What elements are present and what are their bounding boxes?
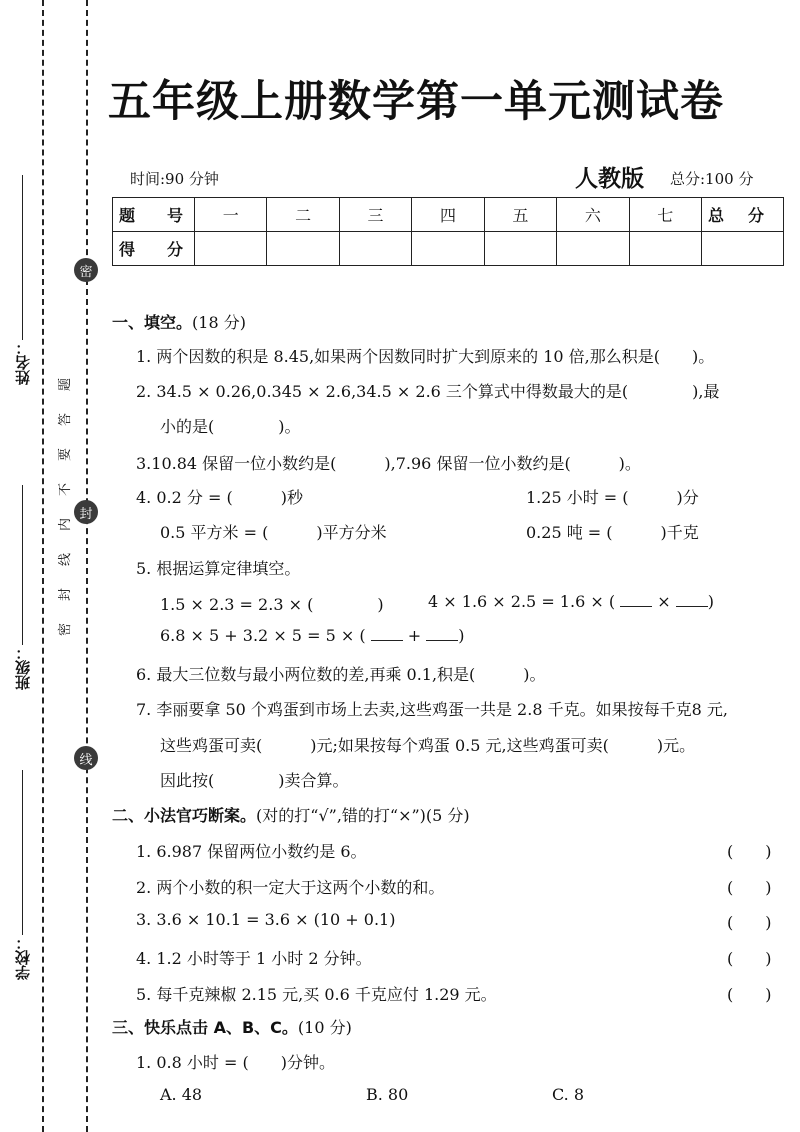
section-1-points: (18 分) (192, 313, 246, 332)
no-answer-notice (54, 375, 74, 639)
judge-answer-1[interactable]: ( ) (727, 842, 772, 861)
question-number-label: 题 号 (113, 198, 195, 232)
col-4: 四 (412, 198, 484, 232)
notice-char: 封 (58, 587, 74, 602)
notice-char: 内 (58, 517, 74, 532)
judge-item-4: 4. 1.2 小时等于 1 小时 2 分钟。 (136, 949, 372, 968)
school-label: 学校： (13, 935, 32, 980)
notice-char: 线 (58, 552, 74, 567)
answer-blank[interactable] (676, 592, 708, 607)
question-1-7-cont: 这些鸡蛋可卖( )元;如果按每个鸡蛋 0.5 元,这些鸡蛋可卖( )元。 (160, 736, 696, 755)
exam-time: 时间:90 分钟 (130, 170, 219, 188)
question-1-6: 6. 最大三位数与最小两位数的差,再乘 0.1,积是( )。 (136, 665, 546, 684)
question-1-2-cont: 小的是( )。 (160, 417, 301, 436)
section-3-title: 三、快乐点击 A、B、C。 (112, 1018, 298, 1037)
judge-answer-5[interactable]: ( ) (727, 985, 772, 1004)
answer-blank[interactable] (426, 626, 458, 641)
judge-answer-3[interactable]: ( ) (727, 913, 772, 932)
judge-answer-2[interactable]: ( ) (727, 878, 772, 897)
judge-answer-4[interactable]: ( ) (727, 949, 772, 968)
expr-part: 4 × 1.6 × 2.5 = 1.6 × ( (428, 592, 616, 611)
score-cell[interactable] (412, 232, 484, 266)
times-sign: × (657, 592, 671, 611)
question-1-4b-right: 0.25 吨 = ( )千克 (526, 523, 699, 542)
col-6: 六 (557, 198, 629, 232)
score-table (112, 197, 784, 266)
score-cell[interactable] (195, 232, 267, 266)
name-label: 姓名： (13, 340, 32, 385)
school-field[interactable] (8, 770, 36, 980)
class-field[interactable] (8, 485, 36, 690)
question-1-4b-left: 0.5 平方米 = ( )平方分米 (160, 523, 387, 542)
choice-option-b[interactable]: B. 80 (366, 1085, 409, 1104)
page-title: 五年级上册数学第一单元测试卷 (108, 77, 724, 127)
notice-char: 题 (58, 377, 74, 392)
answer-blank[interactable] (371, 626, 403, 641)
expr-part: 6.8 × 5 + 3.2 × 5 = 5 × ( (160, 626, 366, 645)
score-table-header-row (113, 198, 784, 232)
question-1-2: 2. 34.5 × 0.26,0.345 × 2.6,34.5 × 2.6 三个算式中得数最大的是( ),最 (136, 382, 720, 401)
judge-item-3: 3. 3.6 × 10.1 = 3.6 × (10 + 0.1) (136, 910, 396, 929)
choice-question-1: 1. 0.8 小时 = ( )分钟。 (136, 1053, 335, 1072)
total-score: 总分:100 分 (670, 170, 754, 188)
col-5: 五 (484, 198, 556, 232)
question-1-7-cont2: 因此按( )卖合算。 (160, 771, 349, 790)
score-table-score-row (113, 232, 784, 266)
judge-item-5: 5. 每千克辣椒 2.15 元,买 0.6 千克应付 1.29 元。 (136, 985, 497, 1004)
question-1-5a-left: 1.5 × 2.3 = 2.3 × ( ) (160, 595, 384, 614)
section-2-title: 二、小法官巧断案。 (112, 806, 257, 825)
question-1-5b (160, 626, 465, 645)
seal-mark-mi: 密 (74, 258, 98, 282)
judge-item-2: 2. 两个小数的积一定大于这两个小数的和。 (136, 878, 445, 897)
section-2-heading (112, 803, 470, 826)
section-1-heading (112, 310, 246, 333)
col-1: 一 (195, 198, 267, 232)
answer-blank[interactable] (620, 592, 652, 607)
col-3: 三 (339, 198, 411, 232)
score-cell[interactable] (557, 232, 629, 266)
section-3-points: (10 分) (297, 1018, 352, 1037)
section-3-heading (112, 1015, 352, 1038)
question-1-5a-right (428, 592, 714, 611)
col-2: 二 (267, 198, 339, 232)
close-paren: ) (707, 592, 715, 611)
judge-item-1: 1. 6.987 保留两位小数约是 6。 (136, 842, 367, 861)
score-cell[interactable] (339, 232, 411, 266)
notice-char: 答 (58, 412, 74, 427)
notice-char: 要 (58, 447, 74, 462)
dashed-cut-line-right (86, 0, 88, 1132)
question-1-4a-right: 1.25 小时 = ( )分 (526, 488, 699, 507)
choice-option-c[interactable]: C. 8 (552, 1085, 585, 1104)
question-1-4a-left: 4. 0.2 分 = ( )秒 (136, 488, 303, 507)
notice-char: 不 (58, 482, 74, 497)
section-1-title: 一、填空。 (112, 313, 193, 332)
dashed-cut-line-left (42, 0, 44, 1132)
question-1-5: 5. 根据运算定律填空。 (136, 559, 301, 578)
score-label: 得 分 (113, 232, 195, 266)
question-1-3: 3.10.84 保留一位小数约是( ),7.96 保留一位小数约是( )。 (136, 454, 641, 473)
col-7: 七 (629, 198, 701, 232)
class-label: 班级： (13, 645, 32, 690)
choice-option-a[interactable]: A. 48 (160, 1085, 203, 1104)
name-field[interactable] (8, 175, 36, 385)
question-1-7: 7. 李丽要拿 50 个鸡蛋到市场上去卖,这些鸡蛋一共是 2.8 千克。如果按每千克8 元, (136, 700, 728, 719)
close-paren: ) (458, 626, 465, 645)
question-1-1: 1. 两个因数的积是 8.45,如果两个因数同时扩大到原来的 10 倍,那么积是( )。 (136, 347, 715, 366)
col-total: 总 分 (702, 198, 784, 232)
score-cell[interactable] (702, 232, 784, 266)
score-cell[interactable] (629, 232, 701, 266)
section-2-points: (对的打“√”,错的打“×”)(5 分) (256, 806, 470, 825)
seal-mark-feng: 封 (74, 500, 98, 524)
seal-mark-xian: 线 (74, 746, 98, 770)
score-cell[interactable] (267, 232, 339, 266)
score-cell[interactable] (484, 232, 556, 266)
plus-sign: + (407, 626, 422, 645)
notice-char: 密 (58, 622, 74, 637)
edition-label: 人教版 (575, 165, 644, 192)
